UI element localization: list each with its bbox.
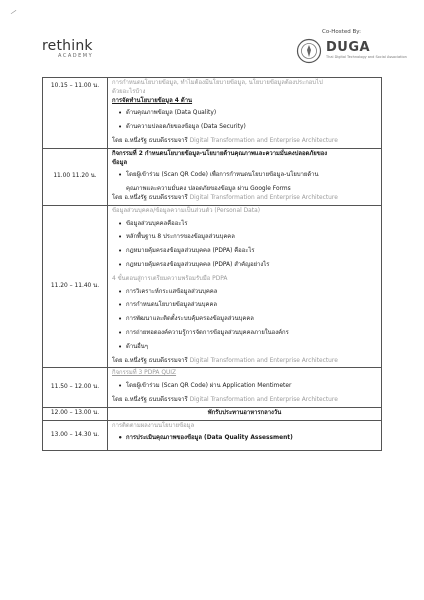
government-seal-icon xyxy=(296,38,322,64)
session-details xyxy=(108,420,382,451)
agenda-row xyxy=(43,420,382,451)
speaker-line xyxy=(112,137,377,146)
speaker-title: Digital Transformation and Enterprise Architecture xyxy=(189,357,338,364)
detail-line: การจัดทำนโยบายข้อมูล 4 ด้าน xyxy=(112,97,193,104)
bullet-item: • การพัฒนาและติดตั้งระบบคุ้มครองข้อมูลส่วนบุคคล xyxy=(112,315,377,324)
bullet-item: • การกำหนดนโยบายข้อมูลส่วนบุคคล xyxy=(112,301,377,310)
speaker-name: โดย อ.หนึ่งรัฐ ธนบดีธรรมจารี xyxy=(112,137,188,144)
agenda-row xyxy=(43,148,382,205)
agenda-table xyxy=(42,77,382,451)
session-time: 11.20 – 11.40 น. xyxy=(43,205,108,368)
agenda-row xyxy=(43,205,382,368)
bullet-item: • กฎหมายคุ้มครองข้อมูลส่วนบุคคล (PDPA) คืออะไร xyxy=(112,247,377,256)
detail-line: ด้วยอะไรบ้าง xyxy=(112,88,146,95)
bullet-item: • การวิเคราะห์กระแสข้อมูลส่วนบุคคล xyxy=(112,288,377,297)
session-time: 13.00 – 14.30 น. xyxy=(43,420,108,451)
rethink-logo: rethink xyxy=(42,38,93,54)
detail-line: กิจกรรมที่ 3 PDPA QUIZ xyxy=(112,370,177,377)
bullet-item: • การประเมินคุณภาพของข้อมูล (Data Quality Assessment) xyxy=(112,434,377,443)
duga-logo: DUGA xyxy=(326,40,371,55)
speaker-title: Digital Transformation and Enterprise Architecture xyxy=(189,137,338,144)
agenda-body xyxy=(43,78,382,451)
rethink-logo-sub: ACADEMY xyxy=(58,53,94,59)
lunch-row xyxy=(43,407,382,420)
agenda-row xyxy=(43,368,382,407)
bullet-item: • ด้านคุณภาพข้อมูล (Data Quality) xyxy=(112,109,377,118)
detail-line: ข้อมูล xyxy=(112,159,128,166)
bullet-item: • การถ่ายทอดองค์ความรู้การจัดการข้อมูลส่วนบุคคลภายในองค์กร xyxy=(112,329,377,338)
corner-mark: — xyxy=(8,6,19,18)
detail-line: การติดตามผลงานนโยบายข้อมูล xyxy=(112,422,195,429)
bullet-item: • หลักพื้นฐาน 8 ประการของข้อมูลส่วนบุคคล xyxy=(112,233,377,242)
speaker-title: Digital Transformation and Enterprise Architecture xyxy=(189,396,338,403)
bullet-item: • กฎหมายคุ้มครองข้อมูลส่วนบุคคล (PDPA) สำคัญอย่างไร xyxy=(112,261,377,270)
agenda-row xyxy=(43,78,382,149)
session-details xyxy=(108,78,382,149)
speaker-name: โดย อ.หนึ่งรัฐ ธนบดีธรรมจารี xyxy=(112,194,188,201)
session-time: 11.50 – 12.00 น. xyxy=(43,368,108,407)
bullet-item: • ด้านความปลอดภัยของข้อมูล (Data Security) xyxy=(112,123,377,132)
session-details xyxy=(108,368,382,407)
speaker-name: โดย อ.หนึ่งรัฐ ธนบดีธรรมจารี xyxy=(112,357,188,364)
bullet-continuation: คุณภาพและความมั่นคง ปลอดภัยของข้อมูล ผ่าน Google Forms xyxy=(126,186,291,193)
lunch-label: พักรับประทานอาหารกลางวัน xyxy=(108,407,382,420)
speaker-line xyxy=(112,194,377,203)
session-time: 10.15 – 11.00 น. xyxy=(43,78,108,149)
cohost-label: Co-Hosted By: xyxy=(322,29,361,35)
detail-line: ข้อมูลส่วนบุคคล/ข้อมูลความเป็นส่วนตัว (Personal Data) xyxy=(112,207,260,214)
bullet-item: • ข้อมูลส่วนบุคคลคืออะไร xyxy=(112,220,377,229)
speaker-title: Digital Transformation and Enterprise Architecture xyxy=(189,194,338,201)
speaker-line xyxy=(112,396,377,405)
lunch-time: 12.00 – 13.00 น. xyxy=(43,407,108,420)
session-time: 11.00 11.20 น. xyxy=(43,148,108,205)
detail-line: กิจกรรมที่ 2 กำหนดนโยบายข้อมูล-นโยบายด้านคุณภาพและความมั่นคงปลอดภัยของ xyxy=(112,150,328,157)
detail-line: 4 ขั้นตอนสู่การเตรียมความพร้อมรับมือ PDPA xyxy=(112,275,228,282)
session-details xyxy=(108,148,382,205)
session-details xyxy=(108,205,382,368)
bullet-item: • โดยผู้เข้าร่วม (Scan QR Code) เพื่อการกำหนดนโยบายข้อมูล-นโยบายด้าน xyxy=(112,171,377,180)
bullet-item: • ด้านอื่นๆ xyxy=(112,343,377,352)
speaker-name: โดย อ.หนึ่งรัฐ ธนบดีธรรมจารี xyxy=(112,396,188,403)
speaker-line xyxy=(112,357,377,366)
detail-line: การกำหนดนโยบายข้อมูล, ทำไมต้องมีนโยบายข้อมูล, นโยบายข้อมูลต้องประกอบไป xyxy=(112,80,323,86)
bullet-item: • โดยผู้เข้าร่วม (Scan QR Code) ผ่าน Application Mentimeter xyxy=(112,382,377,391)
duga-logo-sub: Thai Digital Technology and Social Association xyxy=(326,55,407,59)
page-header xyxy=(0,0,424,80)
